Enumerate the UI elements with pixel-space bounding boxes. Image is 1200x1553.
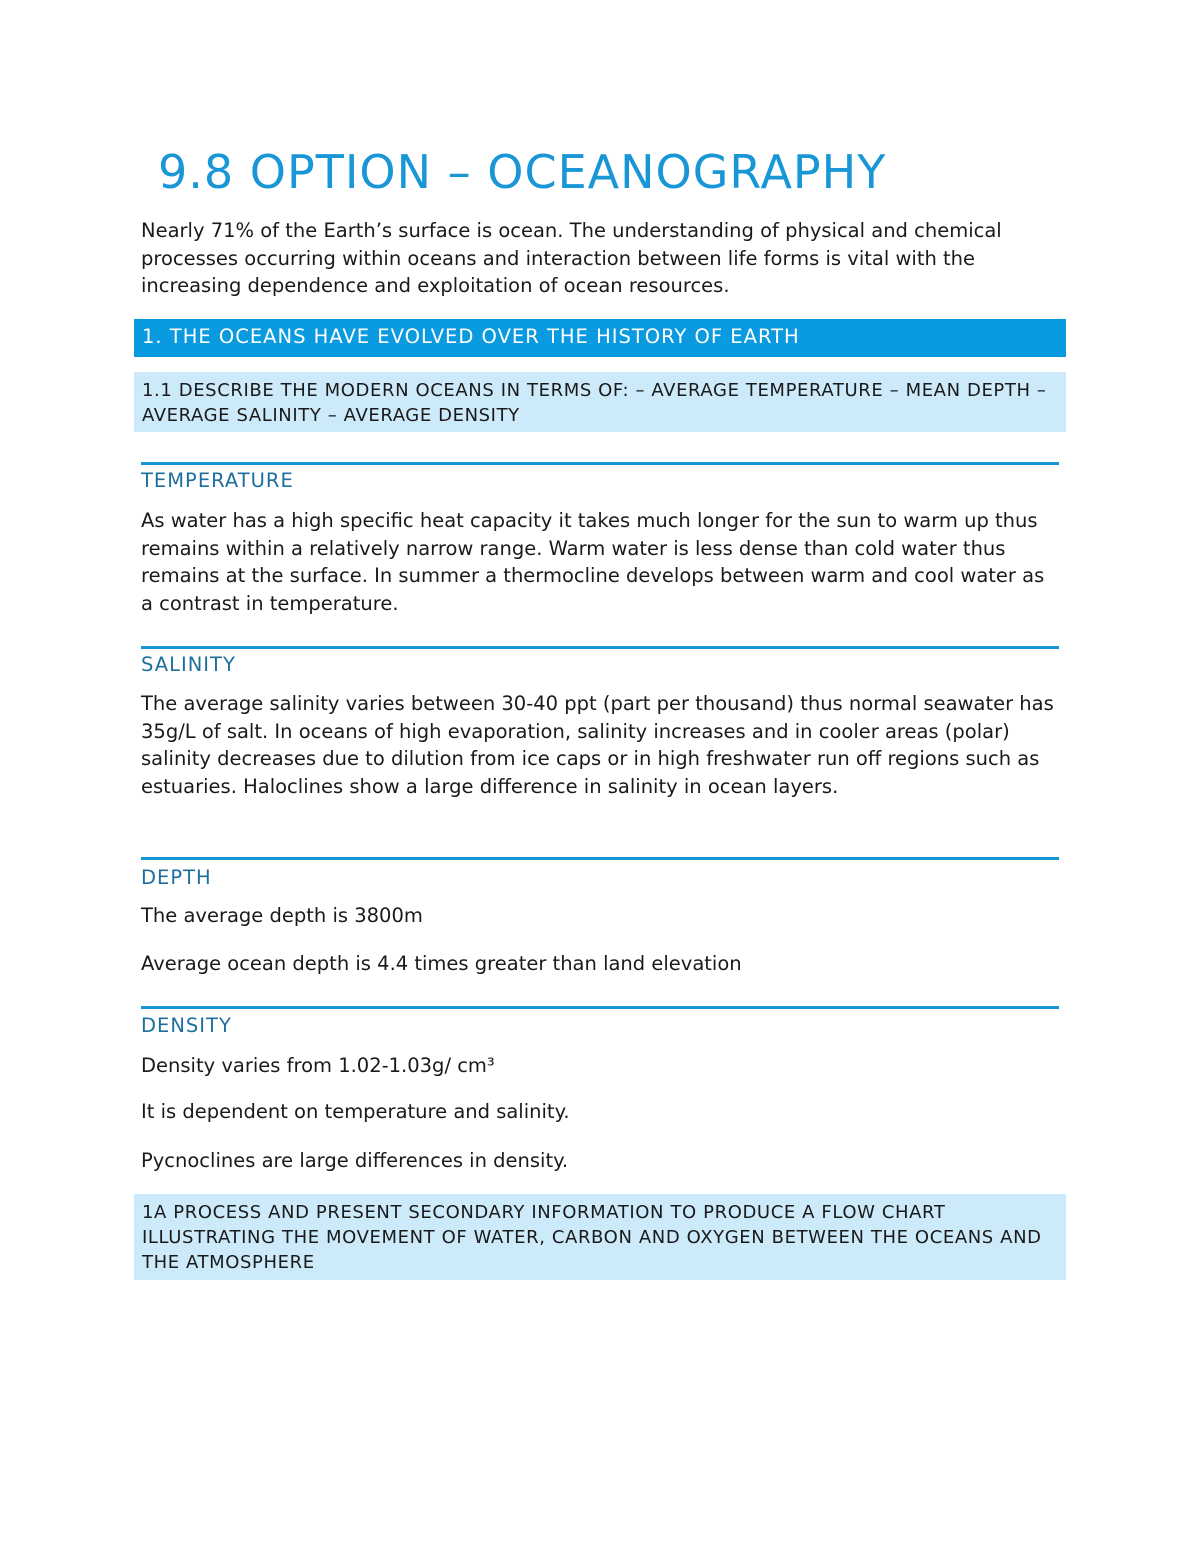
subsection-1a-heading: 1A PROCESS AND PRESENT SECONDARY INFORMATION TO PRODUCE A FLOW CHART ILLUSTRATING THE MOVEMENT OF WATER, CARBON AND OXYGEN BETWEEN THE OCEANS AND THE ATMOSPHERE — [134, 1194, 1066, 1280]
density-line-2: It is dependent on temperature and salinity. — [141, 1100, 570, 1123]
salinity-paragraph: The average salinity varies between 30-40 ppt (part per thousand) thus normal seawater has 35g/L of salt. In oceans of high evaporation, salinity increases and in cooler areas (polar) salinity decreases due to dilution from ice caps or in high freshwater run off regions such as estuaries. Haloclines show a large difference in salinity in ocean layers. — [141, 692, 1054, 798]
depth-divider — [141, 857, 1059, 860]
density-line-3: Pycnoclines are large differences in density. — [141, 1149, 569, 1172]
subsection-1-1-heading: 1.1 DESCRIBE THE MODERN OCEANS IN TERMS OF: – AVERAGE TEMPERATURE – MEAN DEPTH – AVERAGE SALINITY – AVERAGE DENSITY — [134, 372, 1066, 432]
temperature-paragraph: As water has a high specific heat capacity it takes much longer for the sun to warm up thus remains within a relatively narrow range. Warm water is less dense than cold water thus remains at the surface. In summer a thermocline develops between warm and cool water as a contrast in temperature. — [141, 509, 1045, 615]
salinity-divider — [141, 646, 1059, 649]
depth-heading: DEPTH — [141, 866, 212, 889]
density-line-1: Density varies from 1.02-1.03g/ cm³ — [141, 1054, 495, 1077]
depth-line-2: Average ocean depth is 4.4 times greater than land elevation — [141, 952, 742, 975]
temperature-heading: TEMPERATURE — [141, 469, 294, 492]
page-title: 9.8 OPTION – OCEANOGRAPHY — [158, 145, 887, 199]
density-divider — [141, 1006, 1059, 1009]
intro-paragraph: Nearly 71% of the Earth’s surface is ocean. The understanding of physical and chemical processes occurring within oceans and interaction between life forms is vital with the increasing dependence and exploitation of ocean resources. — [141, 219, 1002, 297]
temperature-divider — [141, 462, 1059, 465]
density-heading: DENSITY — [141, 1014, 232, 1037]
salinity-heading: SALINITY — [141, 653, 236, 676]
section-1-heading: 1. THE OCEANS HAVE EVOLVED OVER THE HISTORY OF EARTH — [134, 319, 1066, 357]
depth-line-1: The average depth is 3800m — [141, 904, 423, 927]
